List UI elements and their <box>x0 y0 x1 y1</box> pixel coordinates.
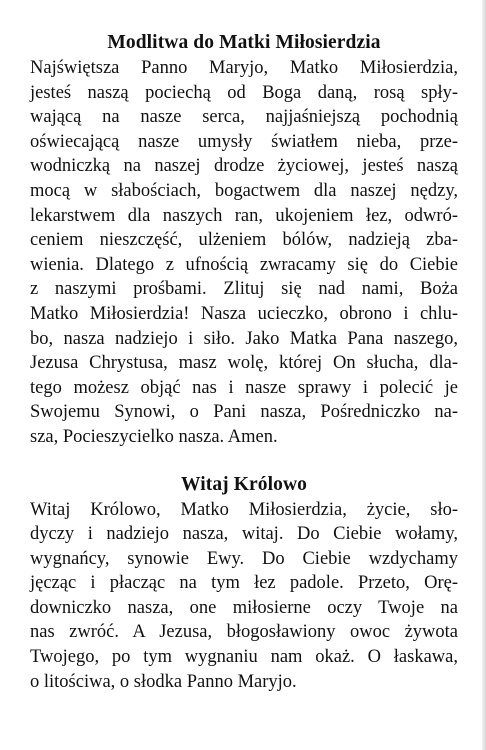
text-line: wodniczką na naszej drodze życiowej, jesteś naszą <box>30 156 458 177</box>
text-line: wygnańcy, synowie Ewy. Do Ciebie wzdychamy <box>30 548 458 569</box>
text-line: downiczko nasza, one miłosierne oczy Twoje na <box>30 597 458 618</box>
prayer-text-matki-milosierdzia <box>30 56 458 450</box>
text-line: z naszymi prośbami. Zlituj się nad nami, Boża <box>30 279 458 300</box>
prayer-title-matki-milosierdzia: Modlitwa do Matki Miłosierdzia <box>107 32 381 53</box>
text-line: Twojego, po tym wygnaniu nam okaż. O łaskawa, <box>30 647 458 668</box>
text-line: Matko Miłosierdzia! Nasza ucieczko, obrono i chlu- <box>30 303 458 324</box>
text-line: mocą w słabościach, bogactwem dla naszej nędzy, <box>30 180 458 201</box>
text-line: lekarstwem dla naszych ran, ukojeniem łez, odwró- <box>30 205 458 226</box>
text-line: Jezusa Chrystusa, masz wolę, której On słucha, dla- <box>30 353 458 374</box>
text-line: tego możesz objąć nas i nasze sprawy i polecić je <box>30 377 458 398</box>
prayer-text-witaj-krolowo <box>30 498 458 695</box>
text-line: bo, nasza nadziejo i siło. Jako Matka Pana naszego, <box>30 328 458 349</box>
text-line: Witaj Królowo, Matko Miłosierdzia, życie, sło- <box>30 499 458 520</box>
text-line: ceniem nieszczęść, ulżeniem bólów, nadzieją zba- <box>30 230 458 251</box>
page-edge-shadow <box>482 0 486 750</box>
text-line: wającą na nasze serca, najjaśniejszą pochodnią <box>30 107 458 128</box>
text-line: oświecającą nasze umysły światłem nieba, prze- <box>30 131 458 152</box>
text-line: sza, Pocieszycielko nasza. Amen. <box>30 426 278 447</box>
text-line: Najświętsza Panno Maryjo, Matko Miłosierdzia, <box>30 58 458 78</box>
text-line: nas zwróć. A Jezusa, błogosławiony owoc żywota <box>30 622 458 643</box>
text-line: dyczy i nadziejo nasza, witaj. Do Ciebie wołamy, <box>30 524 458 545</box>
text-line: jęcząc i płacząc na tym łez padole. Przeto, Orę- <box>30 573 458 594</box>
prayer-title-witaj-krolowo: Witaj Królowo <box>180 473 308 495</box>
text-line: o litościwa, o słodka Panno Maryjo. <box>30 671 297 692</box>
text-line: wienia. Dlatego z ufnością zwracamy się do Ciebie <box>30 254 458 275</box>
text-line: Swojemu Synowi, o Pani nasza, Pośredniczko na- <box>30 402 458 423</box>
text-line: jesteś naszą pociechą od Boga daną, rosą spły- <box>30 82 458 103</box>
